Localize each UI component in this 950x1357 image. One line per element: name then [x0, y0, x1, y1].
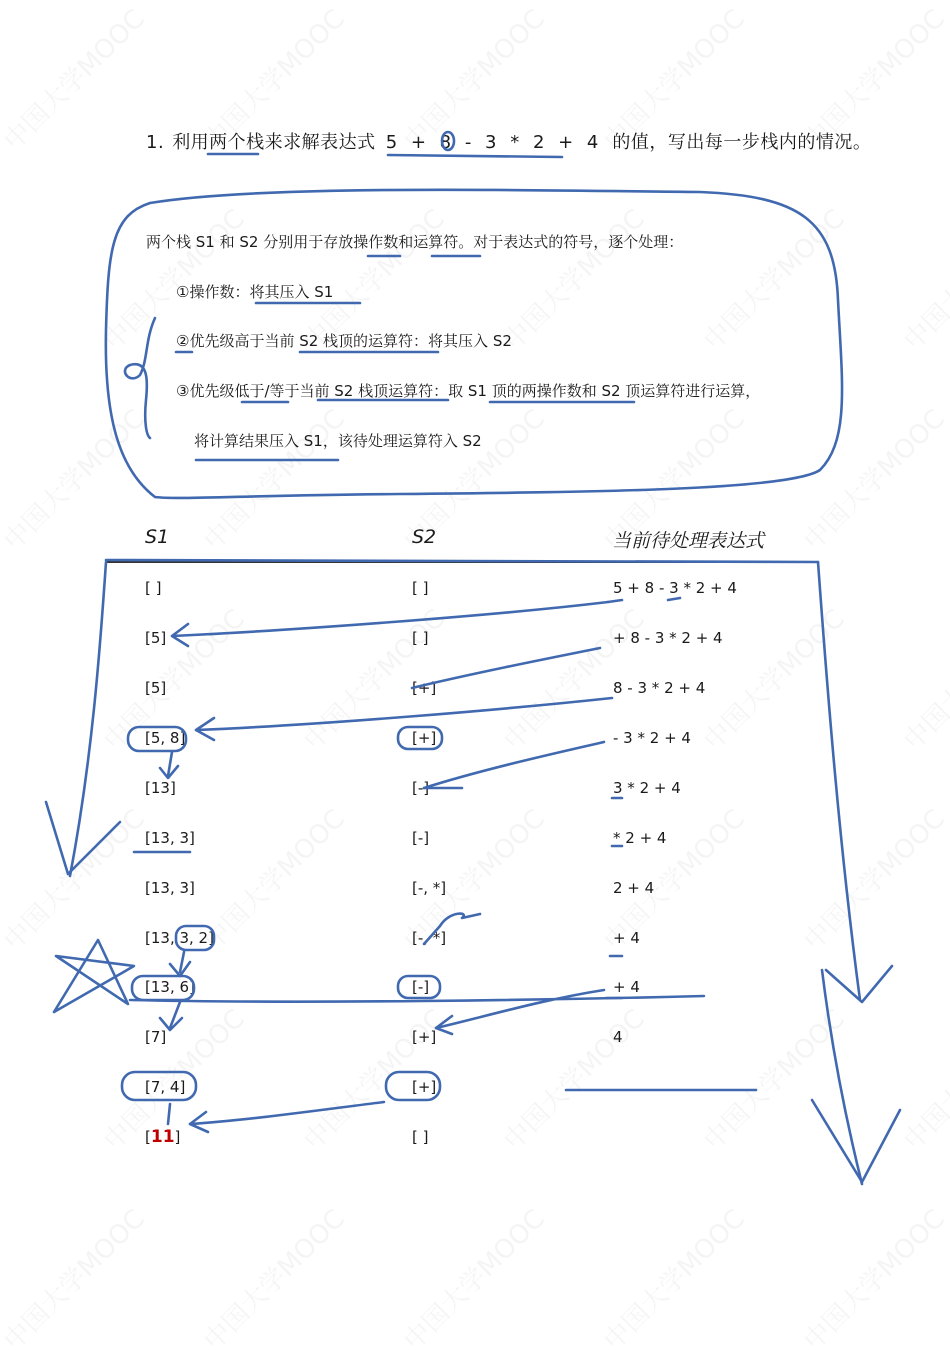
header-s2: S2: [412, 526, 437, 548]
ink-right-arrow2-head: [812, 1100, 900, 1182]
row-6-s1: [13, 3]: [145, 829, 195, 847]
row-12-s1-close: ]: [174, 1128, 181, 1146]
row-6-expr: * 2 + 4: [613, 829, 667, 847]
watermark-text: [894, 200, 950, 357]
watermark-text: [194, 400, 351, 557]
row-9-expr: + 4: [613, 978, 640, 996]
watermark-text: [494, 200, 651, 357]
row-6-s2: [-]: [412, 829, 430, 847]
question-title: [146, 128, 871, 154]
watermark-text: [494, 1000, 651, 1157]
row-8-s2: [-, *]: [412, 929, 447, 947]
row-10-s1: [7]: [145, 1028, 167, 1046]
row-2-expr: + 8 - 3 * 2 + 4: [613, 629, 723, 647]
row-1-s2: [ ]: [412, 579, 429, 597]
ink-left-arrow-shaft: [70, 562, 106, 876]
ink-left-arrow-head: [46, 802, 120, 874]
row-1-expr: 5 + 8 - 3 * 2 + 4: [613, 579, 737, 597]
row-12-s1: [145, 1127, 180, 1147]
row-4-s2: [+]: [412, 729, 437, 747]
row-4-s1: [5, 8]: [145, 729, 186, 747]
row-11-s2: [+]: [412, 1078, 437, 1096]
question-text-after: 的值，写出每一步栈内的情况。: [612, 132, 872, 153]
row-3-expr: 8 - 3 * 2 + 4: [613, 679, 706, 697]
row-12-s1-open: [: [145, 1128, 151, 1146]
final-result-value: 11: [150, 1127, 175, 1147]
header-s1: S1: [145, 526, 170, 548]
ink-underline-title-2: [388, 155, 562, 157]
watermark-text: [794, 800, 950, 957]
header-expression: 当前待处理表达式: [612, 530, 765, 552]
watermark-text: [794, 1200, 950, 1357]
header-divider: [106, 561, 818, 563]
ink-side-brace: [125, 318, 155, 438]
watermark-text: [0, 400, 151, 557]
row-7-s2: [-, *]: [412, 879, 447, 897]
watermark-text: [694, 1000, 851, 1157]
row-12-s2: [ ]: [412, 1128, 429, 1146]
watermark-text: [194, 800, 351, 957]
watermark-text: [594, 1200, 751, 1357]
row-2-s2: [ ]: [412, 629, 429, 647]
ink-arrow-plus-to-s2-2: [436, 990, 604, 1028]
watermark-text: [0, 1200, 151, 1357]
question-text-before: 利用两个栈来求解表达式: [172, 132, 376, 153]
watermark-text: [394, 1200, 551, 1357]
row-5-s1: [13]: [145, 779, 176, 797]
rules-intro: 两个栈 S1 和 S2 分别用于存放操作数和运算符。对于表达式的符号，逐个处理：: [146, 233, 684, 251]
question-expression: 5 + 8 - 3 * 2 + 4: [385, 132, 603, 153]
row-7-expr: 2 + 4: [613, 879, 655, 897]
question-number: 1.: [146, 132, 165, 153]
ink-arrow-head-32: [170, 962, 190, 976]
row-10-expr: 4: [613, 1028, 623, 1046]
ink-strikeline-row9: [130, 996, 704, 1002]
rule-2: ②优先级高于当前 S2 栈顶的运算符：将其压入 S2: [176, 332, 512, 350]
row-8-expr: + 4: [613, 929, 640, 947]
ink-arrow-down-11: [168, 1104, 170, 1124]
row-9-s2: [-]: [412, 978, 430, 996]
watermark-text: [894, 600, 950, 757]
ink-arrow-head-13: [160, 766, 178, 778]
watermark-text: [694, 600, 851, 757]
watermark-text: [694, 200, 851, 357]
ink-arrow-5-to-s1: [172, 602, 608, 636]
ink-arrow-plus-to-result: [190, 1102, 384, 1124]
watermark-text: [0, 0, 151, 157]
ink-arrow-minus-to-s2: [424, 742, 604, 788]
ink-underline-5: [608, 600, 622, 602]
watermark-text: [794, 400, 950, 557]
watermark-text: [894, 1000, 950, 1157]
watermark-text: [0, 800, 151, 957]
watermark-text: [194, 1200, 351, 1357]
ink-arrow-down-13: [168, 752, 172, 776]
ink-right-arrow-shaft: [818, 562, 860, 1000]
row-5-expr: 3 * 2 + 4: [613, 779, 681, 797]
ink-arrow-head-1: [172, 624, 188, 646]
row-4-expr: - 3 * 2 + 4: [613, 729, 691, 747]
row-5-s2: [-]: [412, 779, 430, 797]
row-7-s1: [13, 3]: [145, 879, 195, 897]
rule-1: ①操作数：将其压入 S1: [176, 283, 334, 301]
row-11-s1: [7, 4]: [145, 1078, 186, 1096]
ink-arrow-plus-to-s2: [412, 648, 600, 688]
row-10-s2: [+]: [412, 1028, 437, 1046]
ink-arrow-8-to-s1: [196, 698, 612, 730]
rule-3-continued: 将计算结果压入 S1，该待处理运算符入 S2: [194, 432, 482, 450]
rule-3: ③优先级低于/等于当前 S2 栈顶运算符：取 S1 顶的两操作数和 S2 顶运算符进行运算，: [176, 382, 761, 400]
ink-right-arrow2-shaft: [822, 970, 862, 1184]
ink-right-arrow-head: [826, 966, 892, 1002]
row-2-s1: [5]: [145, 629, 167, 647]
row-8-s1: [13, 3, 2]: [145, 929, 214, 947]
row-3-s1: [5]: [145, 679, 167, 697]
ink-arrow-down-3-2: [180, 952, 184, 972]
ink-arrow-head-8: [196, 718, 214, 740]
ink-underline-3: [668, 598, 680, 600]
ink-star-doodle: [54, 940, 134, 1012]
row-1-s1: [ ]: [145, 579, 162, 597]
ink-arrow-head-result: [190, 1112, 208, 1132]
row-9-s1: [13, 6]: [145, 978, 195, 996]
ink-arrow-head-plus: [436, 1016, 452, 1034]
ink-arrow-down-7: [170, 1002, 180, 1028]
row-3-s2: [+]: [412, 679, 437, 697]
